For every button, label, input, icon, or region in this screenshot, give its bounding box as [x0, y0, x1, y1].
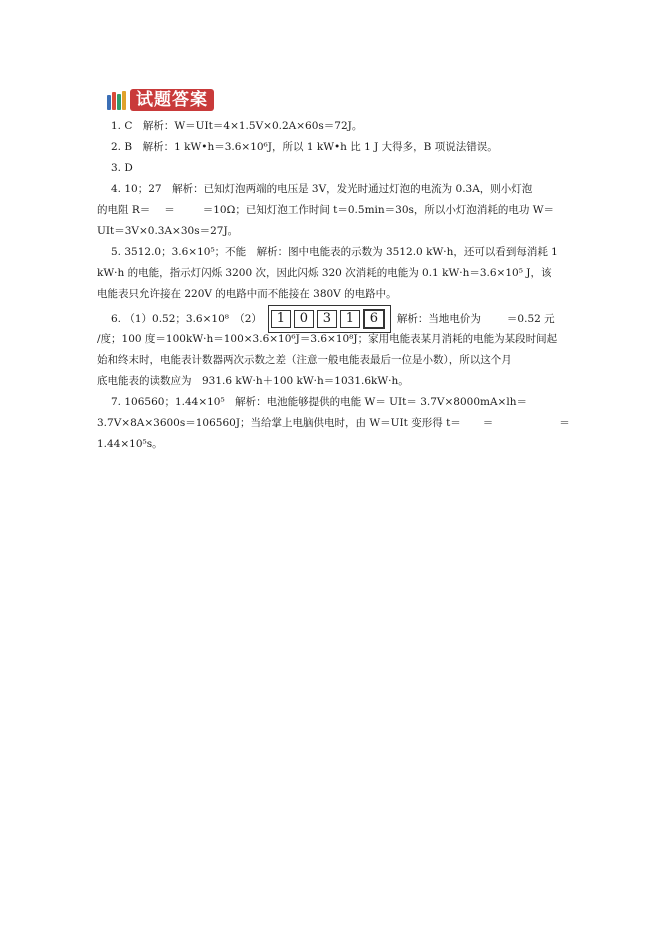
answer-list [97, 116, 570, 455]
answer-6-text-a: 6. （1）0.52；3.6×10⁸ （2） [111, 313, 262, 325]
meter-digit: 1 [340, 310, 360, 328]
meter-digit: 0 [294, 310, 314, 328]
answer-6-text-c: ＝0.52 元 [506, 313, 555, 325]
answer-7-text-b: ＝ [482, 417, 494, 429]
answer-6-line-1 [97, 305, 561, 329]
answer-7-line-1: 7. 106560；1.44×10⁵ 解析：电池能够提供的电能 W＝ UIt＝ 3.7V×8000mA×lh＝ [111, 396, 527, 408]
answer-4-text-a: 的电阻 R＝ [97, 204, 151, 216]
answer-7-line-3: 1.44×10⁵s。 [97, 438, 163, 450]
answer-5-line-2: kW·h 的电能，指示灯闪烁 3200 次，因此闪烁 320 次消耗的电能为 0.1 kW·h＝3.6×10⁵ J，该 [97, 267, 552, 279]
meter-digit: 3 [317, 310, 337, 328]
answer-6-line-4: 底电能表的读数应为 931.6 kW·h＋100 kW·h＝1031.6kW·h。 [97, 375, 409, 387]
answer-1: 1. C 解析：W＝UIt＝4×1.5V×0.2A×60s＝72J。 [111, 120, 363, 132]
answer-6-line-3: 始和终末时，电能表计数器两次示数之差（注意一般电能表最后一位是小数），所以这个月 [97, 354, 512, 366]
answer-7-text-a: 3.7V×8A×3600s＝106560J；当给掌上电脑供电时，由 W＝UIt 变形得 t＝ [97, 417, 461, 429]
section-header [107, 89, 214, 111]
meter-digit: 1 [271, 310, 291, 328]
answer-2: 2. B 解析：1 kW•h＝3.6×10⁶J，所以 1 kW•h 比 1 J 大得多，B 项说法错误。 [111, 141, 498, 153]
answer-4-line-3: UIt＝3V×0.3A×30s＝27J。 [97, 225, 239, 237]
answer-7-line-2 [97, 413, 570, 434]
answer-7-text-c: ＝ [559, 417, 570, 429]
books-icon [107, 90, 127, 110]
answer-4-text-c: ＝10Ω；已知灯泡工作时间 t＝0.5min＝30s，所以小灯泡消耗的电功 W＝ [202, 204, 555, 216]
answer-6-line-2: /度；100 度＝100kW·h＝100×3.6×10⁶J＝3.6×10⁸J；家用电能表某月消耗的电能为某段时间起 [97, 333, 558, 345]
answer-3: 3. D [111, 162, 133, 174]
meter-digit-decimal: 6 [363, 309, 385, 329]
answer-4-line-2 [97, 200, 561, 221]
answer-4-text-b: ＝ [164, 204, 175, 216]
answer-5-line-1: 5. 3512.0；3.6×10⁵；不能 解析：图中电能表的示数为 3512.0 kW·h，还可以看到每消耗 1 [111, 246, 558, 258]
answer-6-text-b: 解析：当地电价为 [396, 313, 481, 325]
answer-4-line-1: 4. 10；27 解析：已知灯泡两端的电压是 3V，发光时通过灯泡的电流为 0.3A，则小灯泡 [111, 183, 533, 195]
answer-5-line-3: 电能表只允许接在 220V 的电路中而不能接在 380V 的电路中。 [97, 288, 397, 300]
section-title: 试题答案 [130, 89, 214, 111]
